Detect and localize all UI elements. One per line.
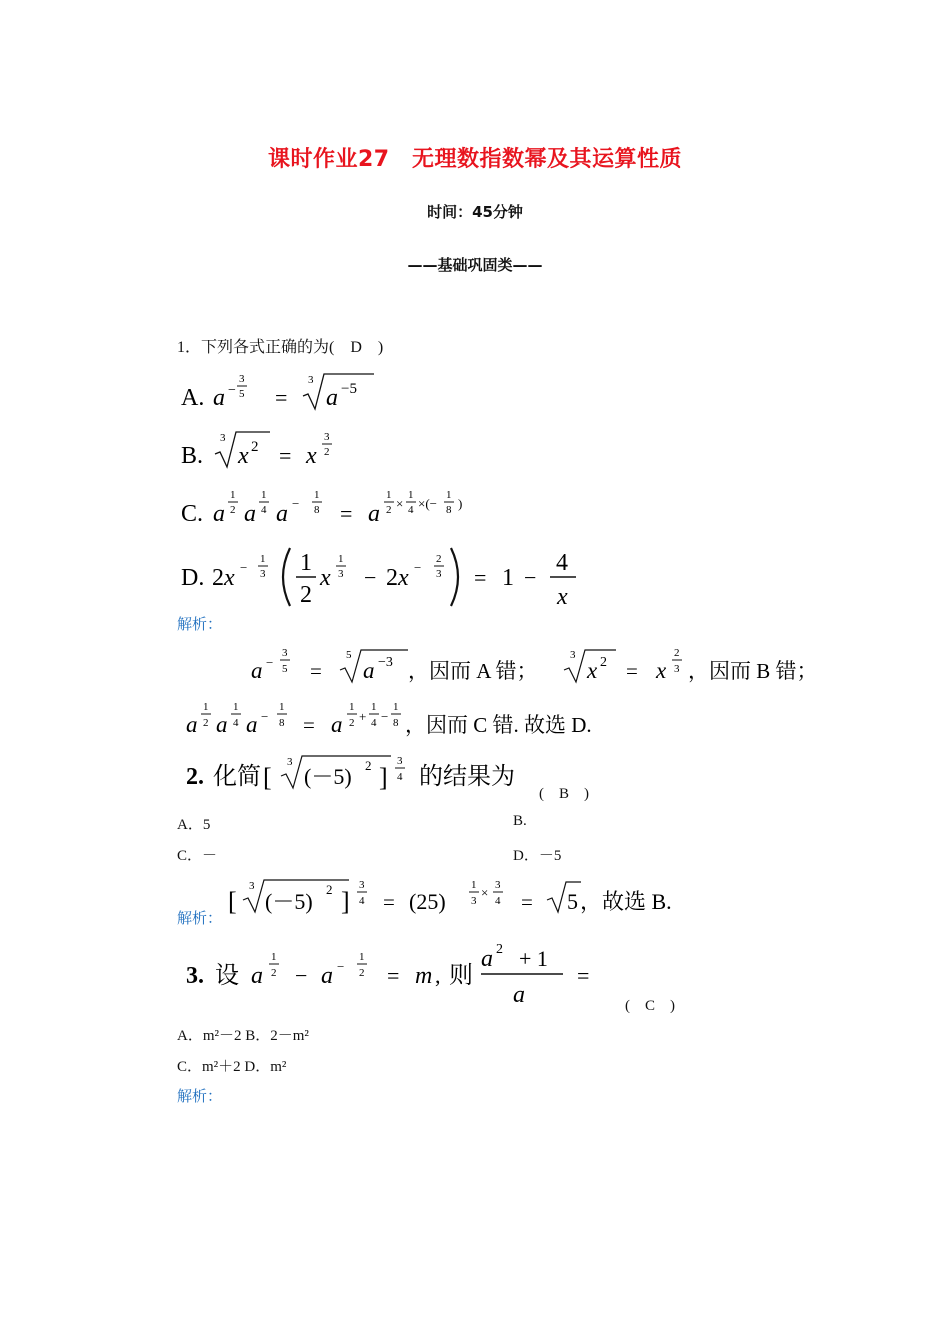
- svg-text:=: =: [521, 890, 533, 914]
- svg-text:2: 2: [600, 655, 607, 670]
- svg-text:a: a: [251, 658, 263, 683]
- svg-text:2: 2: [300, 582, 312, 608]
- svg-text:−: −: [228, 383, 236, 398]
- svg-text:(25): (25): [409, 889, 446, 914]
- svg-text:,: ,: [435, 963, 441, 988]
- svg-text:1: 1: [260, 553, 266, 565]
- svg-text:3: 3: [287, 756, 293, 768]
- svg-text:a: a: [246, 712, 258, 737]
- svg-text:1: 1: [300, 550, 312, 576]
- q1-solution-text-1: ，因而 A 错；: [408, 659, 538, 683]
- svg-text:a: a: [368, 501, 380, 527]
- svg-text:4: 4: [371, 717, 377, 729]
- svg-text:]: ]: [379, 763, 388, 792]
- q2-option-d: D．－5: [513, 848, 562, 864]
- svg-text:3: 3: [495, 879, 501, 891]
- q1-solution-line1: [248, 646, 848, 692]
- svg-text:2x: 2x: [212, 565, 235, 591]
- svg-text:4: 4: [233, 717, 239, 729]
- svg-text:4: 4: [397, 771, 403, 783]
- svg-text:a: a: [331, 712, 343, 737]
- svg-text:1: 1: [271, 951, 277, 963]
- svg-text:a: a: [251, 963, 263, 989]
- svg-text:1: 1: [446, 489, 452, 501]
- svg-text:a: a: [213, 385, 225, 411]
- q1-analysis-label: 解析：: [177, 615, 223, 633]
- svg-text:−: −: [364, 565, 377, 590]
- svg-text:[: [: [263, 763, 272, 792]
- svg-text:=: =: [474, 565, 487, 590]
- svg-text:2: 2: [251, 439, 259, 455]
- svg-text:1: 1: [349, 701, 355, 713]
- svg-text:=: =: [310, 659, 322, 683]
- section-heading: ——基础巩固类——: [407, 256, 543, 274]
- svg-text:1: 1: [359, 951, 365, 963]
- svg-text:(－5): (－5): [304, 764, 352, 789]
- svg-text:2: 2: [203, 717, 209, 729]
- svg-text:1: 1: [230, 489, 236, 501]
- q3-number: 3.: [186, 963, 204, 989]
- q3-stem-word1: 设: [215, 963, 239, 989]
- svg-text:+ 1: + 1: [519, 946, 548, 971]
- svg-text:2: 2: [359, 967, 365, 979]
- svg-text:5: 5: [346, 649, 352, 661]
- svg-text:a: a: [513, 982, 525, 1008]
- svg-text:a: a: [481, 946, 493, 972]
- svg-text:2: 2: [674, 647, 680, 659]
- q1-option-a-formula: [178, 368, 408, 416]
- svg-text:1: 1: [502, 565, 514, 591]
- svg-text:=: =: [340, 501, 353, 526]
- q3-analysis-label: 解析：: [177, 1087, 223, 1105]
- svg-text:3: 3: [324, 431, 330, 443]
- svg-text:4: 4: [359, 895, 365, 907]
- svg-text:a: a: [321, 963, 333, 989]
- svg-text:3: 3: [239, 373, 245, 385]
- page-title: 课时作业27 无理数指数幂及其运算性质: [267, 147, 683, 172]
- svg-text:3: 3: [260, 568, 266, 580]
- q1-solution-text-3: ，因而 C 错. 故选 D.: [405, 713, 592, 737]
- svg-text:[: [: [228, 887, 237, 916]
- svg-text:x: x: [557, 584, 568, 610]
- q1-option-b-label: B.: [181, 443, 204, 469]
- svg-text:1: 1: [386, 489, 392, 501]
- svg-text:4: 4: [556, 550, 568, 576]
- svg-text:3: 3: [397, 755, 403, 767]
- svg-text:1: 1: [338, 553, 344, 565]
- q3-stem-word2: 则: [449, 963, 473, 989]
- svg-text:=: =: [626, 659, 638, 683]
- svg-text:): ): [458, 496, 463, 511]
- svg-text:−: −: [414, 560, 422, 575]
- svg-text:=: =: [303, 713, 315, 737]
- svg-text:8: 8: [393, 717, 399, 729]
- svg-text:=: =: [577, 963, 590, 988]
- svg-text:5: 5: [282, 663, 288, 675]
- svg-text:(－5): (－5): [265, 889, 313, 914]
- q1-option-a-label: A.: [181, 385, 205, 411]
- svg-text:×: ×: [396, 496, 404, 511]
- svg-text:2: 2: [365, 758, 372, 773]
- q1-option-c-label: C.: [181, 501, 204, 527]
- svg-text:4: 4: [408, 504, 414, 516]
- q3-options-ab: A．m²－2 B．2－m²: [177, 1028, 309, 1044]
- svg-text:+: +: [359, 709, 367, 724]
- svg-text:−: −: [381, 709, 389, 724]
- svg-text:1: 1: [203, 701, 209, 713]
- svg-text:a: a: [363, 658, 375, 683]
- svg-text:2x: 2x: [386, 565, 409, 591]
- svg-text:3: 3: [282, 647, 288, 659]
- svg-text:a: a: [244, 501, 256, 527]
- q2-stem-word1: 化简: [213, 764, 261, 790]
- svg-text:4: 4: [495, 895, 501, 907]
- svg-text:1: 1: [279, 701, 285, 713]
- q3-answer: ( C ): [625, 998, 675, 1014]
- svg-text:1: 1: [314, 489, 320, 501]
- svg-text:3: 3: [249, 880, 255, 892]
- svg-text:2: 2: [386, 504, 392, 516]
- svg-text:2: 2: [326, 882, 333, 897]
- svg-text:8: 8: [279, 717, 285, 729]
- svg-text:a: a: [276, 501, 288, 527]
- q2-solution-tail: ，故选 B.: [580, 889, 672, 914]
- svg-text:x: x: [320, 565, 331, 591]
- q2-option-a: A．5: [177, 817, 211, 833]
- q1-option-d-label: D.: [181, 565, 205, 591]
- svg-text:×: ×: [481, 885, 489, 900]
- svg-text:−: −: [266, 655, 274, 670]
- q2-number: 2.: [186, 764, 204, 790]
- q2-option-c: C．－: [177, 848, 218, 864]
- q2-analysis-label: 解析：: [177, 909, 223, 927]
- svg-text:×(−: ×(−: [418, 496, 437, 511]
- q1-solution-line2: [183, 700, 663, 746]
- q2-option-b: B.: [513, 813, 527, 829]
- svg-text:5: 5: [567, 889, 578, 914]
- svg-text:3: 3: [471, 895, 477, 907]
- svg-text:8: 8: [314, 504, 320, 516]
- svg-text:5: 5: [239, 388, 245, 400]
- svg-text:=: =: [387, 963, 400, 988]
- svg-text:x: x: [587, 658, 598, 683]
- svg-text:x: x: [656, 658, 667, 683]
- svg-text:3: 3: [308, 374, 314, 386]
- svg-text:x: x: [238, 443, 249, 469]
- time-limit: 时间：45分钟: [427, 203, 523, 221]
- svg-text:−: −: [524, 565, 537, 590]
- svg-text:−: −: [337, 959, 345, 974]
- svg-text:a: a: [186, 712, 198, 737]
- svg-text:2: 2: [230, 504, 236, 516]
- svg-text:m: m: [415, 963, 433, 989]
- svg-text:−3: −3: [378, 655, 393, 670]
- svg-text:−: −: [261, 709, 269, 724]
- svg-text:1: 1: [471, 879, 477, 891]
- svg-text:2: 2: [324, 446, 330, 458]
- svg-text:=: =: [279, 443, 292, 468]
- svg-text:=: =: [275, 385, 288, 410]
- svg-text:2: 2: [349, 717, 355, 729]
- svg-text:1: 1: [393, 701, 399, 713]
- q2-answer: ( B ): [539, 786, 589, 802]
- svg-text:a: a: [326, 385, 338, 411]
- svg-text:3: 3: [359, 879, 365, 891]
- svg-text:2: 2: [436, 553, 442, 565]
- svg-text:1: 1: [261, 489, 267, 501]
- svg-text:−: −: [240, 560, 248, 575]
- svg-text:1: 1: [408, 489, 414, 501]
- svg-text:3: 3: [436, 568, 442, 580]
- svg-text:]: ]: [341, 887, 350, 916]
- svg-text:1: 1: [233, 701, 239, 713]
- svg-text:8: 8: [446, 504, 452, 516]
- q3-options-cd: C．m²＋2 D．m²: [177, 1059, 287, 1075]
- svg-text:1: 1: [371, 701, 377, 713]
- svg-text:=: =: [383, 890, 395, 914]
- question-3-stem: [183, 940, 623, 1010]
- svg-text:−5: −5: [341, 381, 357, 397]
- q2-solution: [225, 876, 685, 924]
- svg-text:a: a: [216, 712, 228, 737]
- svg-text:3: 3: [220, 432, 226, 444]
- q1-option-b-formula: [178, 426, 408, 474]
- svg-text:4: 4: [261, 504, 267, 516]
- q1-option-c-formula: [178, 484, 508, 532]
- q1-solution-text-2: ，因而 B 错；: [688, 659, 818, 683]
- q2-stem-word2: 的结果为: [419, 764, 515, 790]
- svg-text:−: −: [295, 963, 308, 988]
- svg-text:x: x: [306, 443, 317, 469]
- q1-option-d-formula: [178, 540, 598, 614]
- svg-text:−: −: [292, 496, 300, 511]
- svg-text:3: 3: [338, 568, 344, 580]
- svg-text:3: 3: [570, 649, 576, 661]
- svg-text:2: 2: [271, 967, 277, 979]
- svg-text:a: a: [213, 501, 225, 527]
- svg-text:2: 2: [496, 942, 503, 957]
- svg-text:3: 3: [674, 663, 680, 675]
- question-1-stem: 1．下列各式正确的为( D ): [177, 339, 384, 356]
